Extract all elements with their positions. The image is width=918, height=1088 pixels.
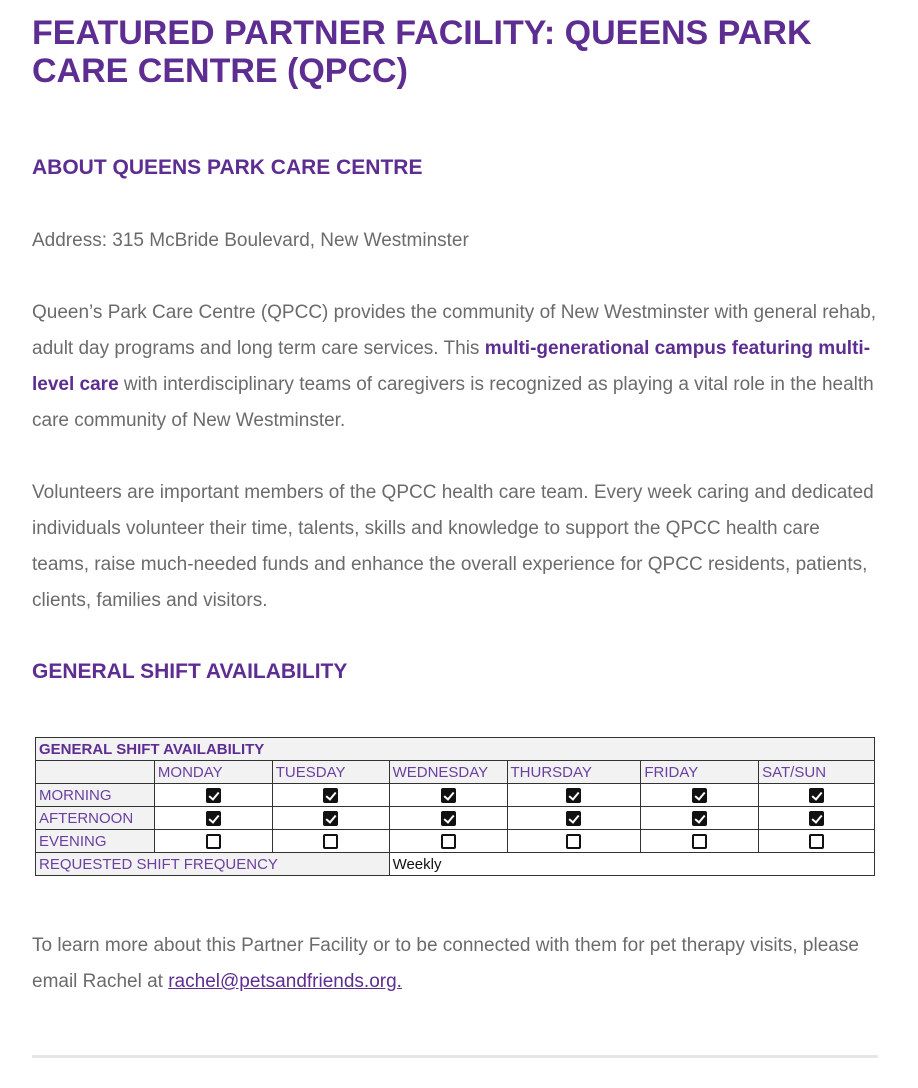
day-header: MONDAY — [154, 761, 272, 784]
address: Address: 315 McBride Boulevard, New Westminster — [32, 230, 469, 251]
shift-cell — [154, 807, 272, 830]
unchecked-checkbox-icon[interactable] — [323, 834, 338, 849]
table-row — [36, 784, 875, 807]
shift-cell — [507, 784, 641, 807]
description-highlight: multi-generational campus featuring multi-level care — [32, 338, 871, 395]
unchecked-checkbox-icon[interactable] — [441, 834, 456, 849]
unchecked-checkbox-icon[interactable] — [809, 834, 824, 849]
day-header: TUESDAY — [272, 761, 389, 784]
checked-checkbox-icon[interactable] — [441, 788, 456, 803]
table-row — [36, 807, 875, 830]
unchecked-checkbox-icon[interactable] — [566, 834, 581, 849]
shift-cell — [507, 807, 641, 830]
shift-label: AFTERNOON — [36, 807, 155, 830]
checked-checkbox-icon[interactable] — [323, 788, 338, 803]
shift-availability-table — [35, 737, 875, 876]
shift-cell — [759, 807, 875, 830]
shift-cell — [154, 784, 272, 807]
shift-cell — [759, 830, 875, 853]
shift-cell — [759, 784, 875, 807]
checked-checkbox-icon[interactable] — [809, 811, 824, 826]
frequency-value: Weekly — [389, 853, 874, 876]
checked-checkbox-icon[interactable] — [206, 811, 221, 826]
day-header: FRIDAY — [641, 761, 759, 784]
table-title-row — [36, 738, 875, 761]
shift-cell — [154, 830, 272, 853]
checked-checkbox-icon[interactable] — [323, 811, 338, 826]
checked-checkbox-icon[interactable] — [692, 811, 707, 826]
table-title: GENERAL SHIFT AVAILABILITY — [36, 738, 875, 761]
frequency-row — [36, 853, 875, 876]
checked-checkbox-icon[interactable] — [809, 788, 824, 803]
shift-label: EVENING — [36, 830, 155, 853]
shift-cell — [272, 807, 389, 830]
day-header: SAT/SUN — [759, 761, 875, 784]
checked-checkbox-icon[interactable] — [692, 788, 707, 803]
shift-cell — [272, 784, 389, 807]
table-row — [36, 830, 875, 853]
frequency-label: REQUESTED SHIFT FREQUENCY — [36, 853, 390, 876]
volunteers-paragraph: Volunteers are important members of the QPCC health care team. Every week caring and dedicated individuals volunteer their time, talents, skills and knowledge to support the QPCC health care teams, raise much-needed funds and enhance the overall experience for QPCC residents, patients, clients, families and visitors. — [32, 482, 874, 611]
description-text-end: with interdisciplinary teams of caregivers is recognized as playing a vital role in the health care community of New Westminster. — [32, 374, 874, 431]
contact-paragraph — [32, 928, 878, 1000]
shift-cell — [641, 784, 759, 807]
checked-checkbox-icon[interactable] — [206, 788, 221, 803]
shift-cell — [272, 830, 389, 853]
shift-label: MORNING — [36, 784, 155, 807]
checked-checkbox-icon[interactable] — [441, 811, 456, 826]
shift-cell — [507, 830, 641, 853]
header-corner — [36, 761, 155, 784]
shift-cell — [389, 830, 507, 853]
description-text: Queen’s Park Care Centre (QPCC) provides the community of New Westminster with general rehab, adult day programs and long term care services. This — [32, 302, 877, 359]
day-header: THURSDAY — [507, 761, 641, 784]
day-header: WEDNESDAY — [389, 761, 507, 784]
email-link[interactable]: rachel@petsandfriends.org. — [168, 971, 402, 992]
table-header-row — [36, 761, 875, 784]
unchecked-checkbox-icon[interactable] — [206, 834, 221, 849]
divider — [32, 1055, 878, 1058]
unchecked-checkbox-icon[interactable] — [692, 834, 707, 849]
shift-cell — [389, 784, 507, 807]
contact-text: To learn more about this Partner Facility or to be connected with them for pet therapy visits, please email Rachel at — [32, 935, 859, 992]
checked-checkbox-icon[interactable] — [566, 788, 581, 803]
shift-cell — [641, 807, 759, 830]
shift-cell — [641, 830, 759, 853]
checked-checkbox-icon[interactable] — [566, 811, 581, 826]
page-title: FEATURED PARTNER FACILITY: QUEENS PARK CARE CENTRE (QPCC) — [32, 14, 812, 90]
description-paragraph — [32, 295, 878, 439]
shift-cell — [389, 807, 507, 830]
about-heading: ABOUT QUEENS PARK CARE CENTRE — [32, 156, 423, 179]
shift-heading: GENERAL SHIFT AVAILABILITY — [32, 660, 348, 683]
